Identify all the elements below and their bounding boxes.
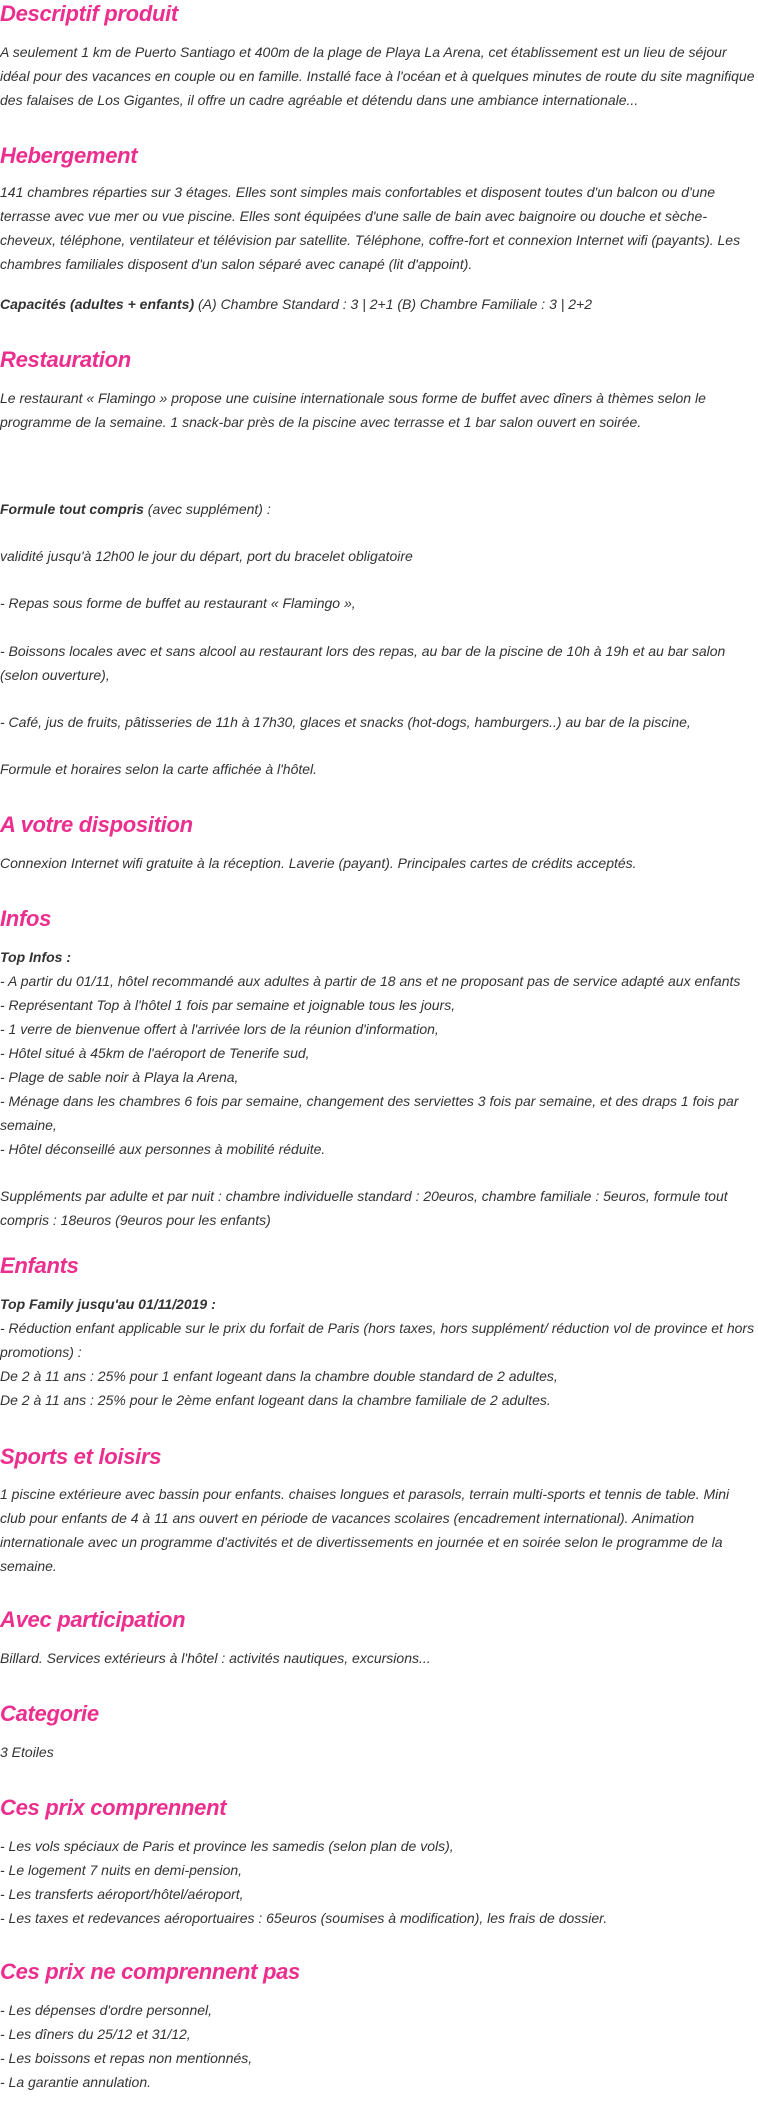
hebergement-text: 141 chambres réparties sur 3 étages. Elles sont simples mais confortables et disposent toutes d'un balcon ou d'une terrasse avec vue mer ou vue piscine. Elles sont équipées d'une salle de bain avec baignoire ou douche et sèche-cheveux, téléphone, ventilateur et télévision par satellite. Téléphone, coffre-fort et connexion Internet wifi (payants). Les chambres familiales disposent d'un salon séparé avec canapé (lit d'appoint). [0, 184, 741, 272]
formule-label: Formule tout compris [0, 501, 144, 517]
formule-suffix: (avec supplément) : [143, 501, 271, 517]
formule-item: - Café, jus de fruits, pâtisseries de 11h à 17h30, glaces et snacks (hot-dogs, hamburgers..) au bar de la piscine, [0, 714, 691, 730]
infos-item: - Hôtel situé à 45km de l'aéroport de Tenerife sud, [0, 1045, 310, 1061]
enfants-item: De 2 à 11 ans : 25% pour 1 enfant logeant dans la chambre double standard de 2 adultes, [0, 1368, 558, 1384]
heading-infos: Infos [0, 906, 52, 931]
comprennent-item: - Le logement 7 nuits en demi-pension, [0, 1862, 243, 1878]
comprennent-item: - Les taxes et redevances aéroportuaires : 65euros (soumises à modification), les frais de dossier. [0, 1910, 608, 1926]
descriptif-text: A seulement 1 km de Puerto Santiago et 400m de la plage de Playa La Arena, cet établissement est un lieu de séjour idéal pour des vacances en couple ou en famille. Installé face à l'océan et à quelques minutes de route du site magnifique des falaises de Los Gigantes, il offre un cadre agréable et détendu dans une ambiance internationale... [0, 44, 755, 108]
comprennent-item: - Les transferts aéroport/hôtel/aéroport, [0, 1886, 244, 1902]
heading-hebergement: Hebergement [0, 143, 138, 168]
ne-comprennent-item: - Les dîners du 25/12 et 31/12, [0, 2026, 191, 2042]
enfants-item: De 2 à 11 ans : 25% pour le 2ème enfant logeant dans la chambre familiale de 2 adultes. [0, 1392, 551, 1408]
ne-comprennent-list [0, 1998, 756, 2094]
formule-line [0, 497, 756, 521]
capacites-label: Capacités (adultes + enfants) [0, 296, 195, 312]
ne-comprennent-item: - Les boissons et repas non mentionnés, [0, 2050, 253, 2066]
ne-comprennent-item: - Les dépenses d'ordre personnel, [0, 2002, 213, 2018]
categorie-text: 3 Etoiles [0, 1744, 54, 1760]
infos-item: - Représentant Top à l'hôtel 1 fois par semaine et joignable tous les jours, [0, 997, 456, 1013]
comprennent-item: - Les vols spéciaux de Paris et province les samedis (selon plan de vols), [0, 1838, 454, 1854]
enfants-item: - Réduction enfant applicable sur le prix du forfait de Paris (hors taxes, hors supplément/ réduction vol de province et hors promotions) : [0, 1320, 755, 1360]
heading-restauration: Restauration [0, 347, 131, 372]
formule-item: validité jusqu'à 12h00 le jour du départ, port du bracelet obligatoire [0, 548, 413, 564]
heading-participation: Avec participation [0, 1607, 186, 1632]
sports-text: 1 piscine extérieure avec bassin pour enfants. chaises longues et parasols, terrain multi-sports et tennis de table. Mini club pour enfants de 4 à 11 ans ouvert en période de vacances scolaires (encadrement international). Animation internationale avec un programme d'activités et de divertissements en journée et en soirée selon le programme de la semaine. [0, 1486, 730, 1574]
heading-ne-comprennent: Ces prix ne comprennent pas [0, 1959, 300, 1984]
infos-item: - Hôtel déconseillé aux personnes à mobilité réduite. [0, 1141, 326, 1157]
participation-text: Billard. Services extérieurs à l'hôtel : activités nautiques, excursions... [0, 1650, 431, 1666]
heading-disposition: A votre disposition [0, 812, 193, 837]
formule-item: Formule et horaires selon la carte affichée à l'hôtel. [0, 761, 318, 777]
formule-item: - Repas sous forme de buffet au restaurant « Flamingo », [0, 595, 356, 611]
infos-supplements: Suppléments par adulte et par nuit : chambre individuelle standard : 20euros, chambre familiale : 5euros, formule tout compris : 18euros (9euros pour les enfants) [0, 1188, 728, 1228]
infos-item: - A partir du 01/11, hôtel recommandé aux adultes à partir de 18 ans et ne proposant pas de service adapté aux enfants [0, 973, 741, 989]
capacites-line [0, 292, 756, 316]
heading-comprennent: Ces prix comprennent [0, 1795, 227, 1820]
heading-enfants: Enfants [0, 1253, 79, 1278]
enfants-top-label: Top Family jusqu'au 01/11/2019 : [0, 1296, 216, 1312]
capacites-text: (A) Chambre Standard : 3 | 2+1 (B) Chambre Familiale : 3 | 2+2 [194, 296, 593, 312]
heading-descriptif: Descriptif produit [0, 1, 178, 26]
comprennent-list [0, 1834, 756, 1930]
disposition-text: Connexion Internet wifi gratuite à la réception. Laverie (payant). Principales cartes de crédits acceptés. [0, 855, 637, 871]
infos-top-label: Top Infos : [0, 949, 72, 965]
ne-comprennent-item: - La garantie annulation. [0, 2074, 151, 2090]
infos-item: - Plage de sable noir à Playa la Arena, [0, 1069, 239, 1085]
formule-item: - Boissons locales avec et sans alcool au restaurant lors des repas, au bar de la piscine de 10h à 19h et au bar salon (selon ouverture), [0, 643, 726, 683]
enfants-list [0, 1292, 756, 1412]
infos-item: - 1 verre de bienvenue offert à l'arrivée lors de la réunion d'information, [0, 1021, 439, 1037]
restauration-text: Le restaurant « Flamingo » propose une cuisine internationale sous forme de buffet avec dîners à thèmes selon le programme de la semaine. 1 snack-bar près de la piscine avec terrasse et 1 bar salon ouvert en soirée. [0, 390, 706, 430]
heading-categorie: Categorie [0, 1701, 99, 1726]
infos-list [0, 945, 756, 1161]
heading-sports: Sports et loisirs [0, 1444, 162, 1469]
infos-item: - Ménage dans les chambres 6 fois par semaine, changement des serviettes 3 fois par semaine, et des draps 1 fois par semaine, [0, 1093, 739, 1133]
